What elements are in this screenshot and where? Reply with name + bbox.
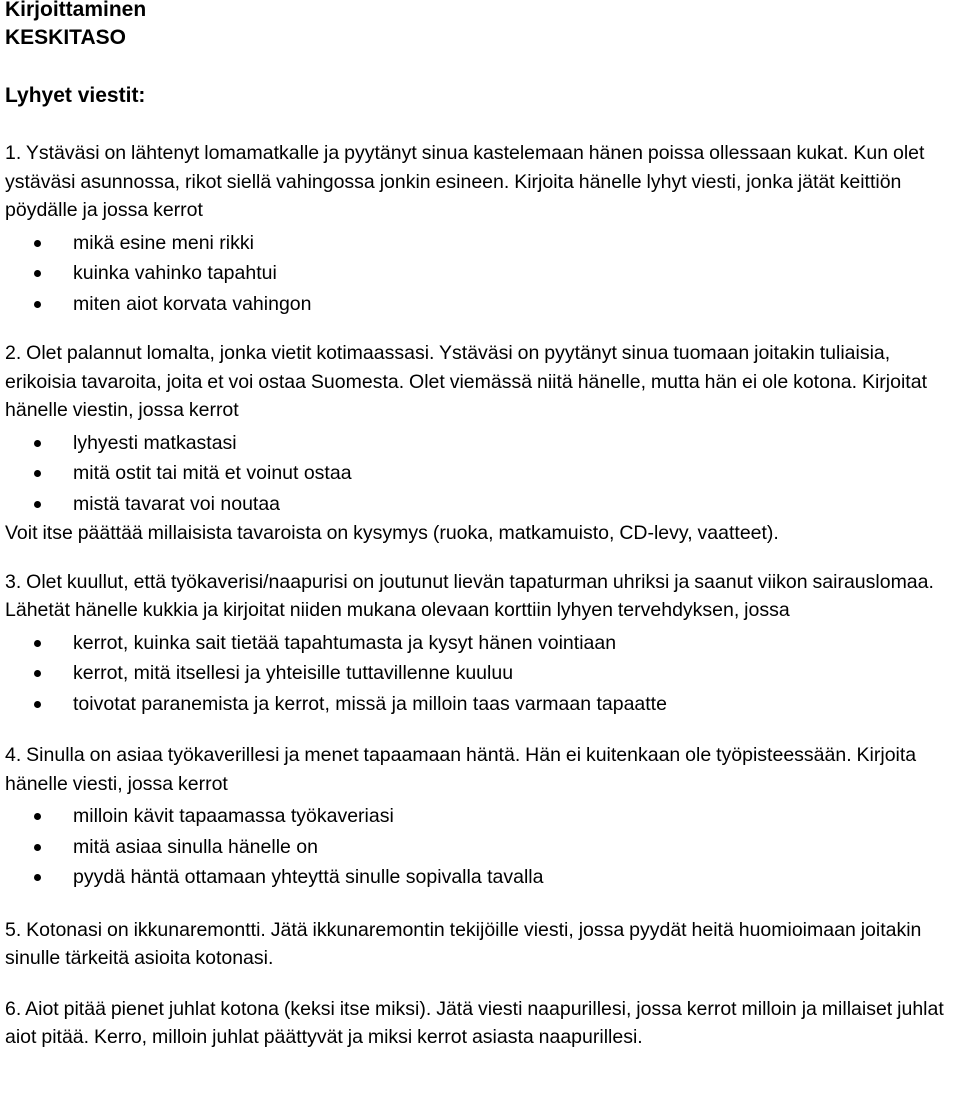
- bullet-text: kuinka vahinko tapahtui: [73, 262, 277, 284]
- task-5-text: 5. Kotonasi on ikkunaremontti. Jätä ikkunaremontin tekijöille viesti, jossa pyydät heitä huomioimaan joitakin sinulle tärkeitä asioita kotonasi.: [5, 918, 922, 969]
- task-2: [5, 339, 954, 519]
- bullet-text: kerrot, mitä itsellesi ja yhteisille tuttavillenne kuuluu: [73, 662, 514, 684]
- task-4-text: 4. Sinulla on asiaa työkaverillesi ja menet tapaamaan häntä. Hän ei kuitenkaan ole työpisteessään. Kirjoita hänelle viesti, jossa kerrot: [5, 744, 917, 795]
- section-heading: Lyhyet viestit:: [5, 84, 146, 107]
- bullet-text: mitä ostit tai mitä et voinut ostaa: [73, 462, 352, 484]
- bullet-item: [5, 489, 954, 520]
- task-2-text: 2. Olet palannut lomalta, jonka vietit kotimaassasi. Ystäväsi on pyytänyt sinua tuomaan joitakin tuliaisia, erikoisia tavaroita, joita et voi ostaa Suomesta. Olet viemässä niitä hänelle, mutta hän ei ole kotona. Kirjoitat hänelle viestin, jossa kerrot: [5, 342, 927, 421]
- bullet-icon: [34, 501, 41, 508]
- task-2-bullet-list: [5, 428, 954, 520]
- bullet-item: [5, 428, 954, 459]
- task-3: [5, 568, 954, 720]
- task-4: [5, 741, 954, 893]
- task-6: [5, 995, 954, 1052]
- bullet-text: milloin kävit tapaamassa työkaveriasi: [73, 805, 394, 827]
- bullet-icon: [34, 813, 41, 820]
- task-1: [5, 139, 954, 319]
- task-5: [5, 916, 954, 973]
- bullet-item: [5, 258, 954, 289]
- document-title: Kirjoittaminen: [5, 0, 147, 21]
- task-1-text: 1. Ystäväsi on lähtenyt lomamatkalle ja pyytänyt sinua kastelemaan hänen poissa ollessaan kukat. Kun olet ystäväsi asunnossa, rikot siellä vahingossa jonkin esineen. Kirjoita hänelle lyhyt viesti, jonka jätät keittiön pöydälle ja jossa kerrot: [5, 142, 925, 221]
- bullet-item: [5, 228, 954, 259]
- bullet-icon: [34, 670, 41, 677]
- bullet-icon: [34, 240, 41, 247]
- bullet-icon: [34, 874, 41, 881]
- bullet-icon: [34, 440, 41, 447]
- bullet-item: [5, 458, 954, 489]
- task-2-note: Voit itse päättää millaisista tavaroista on kysymys (ruoka, matkamuisto, CD-levy, vaatteet).: [5, 522, 779, 544]
- bullet-text: miten aiot korvata vahingon: [73, 292, 312, 315]
- task-6-text: 6. Aiot pitää pienet juhlat kotona (keksi itse miksi). Jätä viesti naapurillesi, jossa kerrot milloin ja millaiset juhlat aiot pitää. Kerro, milloin juhlat päättyvät ja miksi kerrot asiasta naapurillesi.: [5, 997, 944, 1048]
- bullet-icon: [34, 301, 41, 308]
- bullet-text: mistä tavarat voi noutaa: [73, 492, 281, 515]
- bullet-item: [5, 658, 954, 689]
- document-header: [5, 0, 954, 52]
- bullet-text: mitä asiaa sinulla hänelle on: [73, 835, 318, 858]
- bullet-item: [5, 862, 954, 893]
- task-1-bullet-list: [5, 228, 954, 320]
- bullet-icon: [34, 270, 41, 277]
- bullet-text: toivotat paranemista ja kerrot, missä ja milloin taas varmaan tapaatte: [73, 692, 667, 715]
- bullet-item: [5, 289, 954, 320]
- bullet-text: mikä esine meni rikki: [73, 231, 254, 254]
- bullet-text: pyydä häntä ottamaan yhteyttä sinulle sopivalla tavalla: [73, 866, 544, 888]
- bullet-text: kerrot, kuinka sait tietää tapahtumasta ja kysyt hänen vointiaan: [73, 631, 617, 654]
- document-level: KESKITASO: [5, 26, 126, 49]
- task-3-text: 3. Olet kuullut, että työkaverisi/naapurisi on joutunut lievän tapaturman uhriksi ja saanut viikon sairauslomaa. Lähetät hänelle kukkia ja kirjoitat niiden mukana olevaan korttiin lyhyen tervehdyksen, jossa: [5, 570, 934, 621]
- task-3-bullet-list: [5, 628, 954, 720]
- bullet-item: [5, 628, 954, 659]
- bullet-icon: [34, 844, 41, 851]
- bullet-icon: [34, 470, 41, 477]
- bullet-item: [5, 832, 954, 863]
- bullet-icon: [34, 701, 41, 708]
- bullet-item: [5, 689, 954, 720]
- bullet-text: lyhyesti matkastasi: [73, 431, 237, 454]
- bullet-item: [5, 801, 954, 832]
- task-4-bullet-list: [5, 801, 954, 893]
- bullet-icon: [34, 640, 41, 647]
